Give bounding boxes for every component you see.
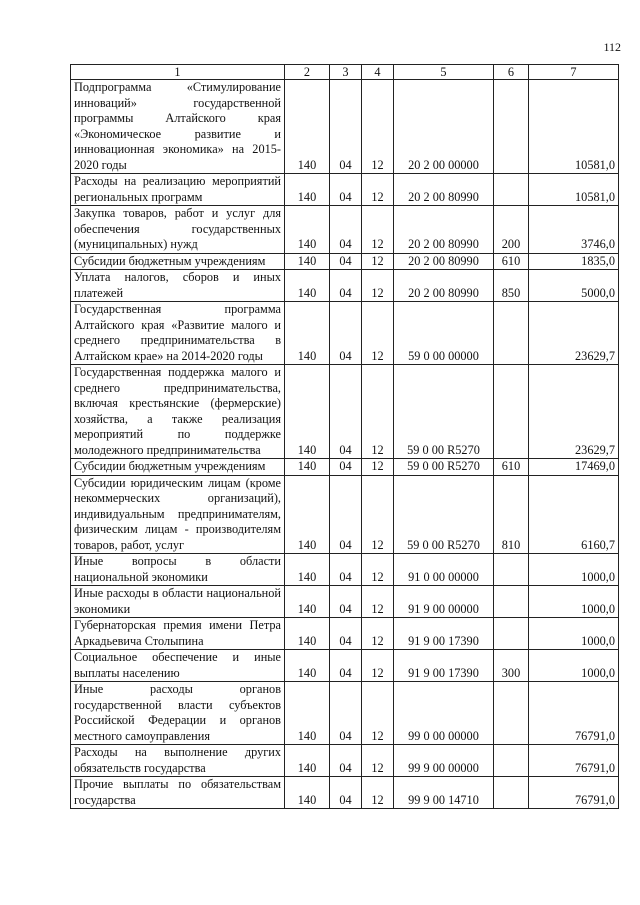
row-subsection: 12: [362, 745, 394, 777]
row-section: 04: [330, 206, 362, 254]
row-subsection: 12: [362, 650, 394, 682]
row-expense-type: 610: [494, 253, 529, 270]
row-target-article: 59 0 00 R5270: [394, 459, 494, 476]
row-code-ministry: 140: [285, 618, 330, 650]
row-target-article: 91 9 00 00000: [394, 586, 494, 618]
row-expense-type: 200: [494, 206, 529, 254]
row-target-article: 91 0 00 00000: [394, 554, 494, 586]
row-amount: 6160,7: [529, 475, 619, 554]
row-expense-type: [494, 682, 529, 745]
row-code-ministry: 140: [285, 80, 330, 174]
page-number: 112: [603, 40, 621, 54]
table-row: [71, 365, 619, 459]
budget-table: [70, 64, 619, 809]
row-description: Государственная программа Алтайского края «Развитие малого и среднего предпринимательства в Алтайском крае» на 2014-2020 годы: [71, 302, 285, 365]
row-amount: 1835,0: [529, 253, 619, 270]
row-expense-type: [494, 174, 529, 206]
row-code-ministry: 140: [285, 745, 330, 777]
row-code-ministry: 140: [285, 302, 330, 365]
row-amount: 1000,0: [529, 618, 619, 650]
table-row: [71, 745, 619, 777]
row-subsection: 12: [362, 302, 394, 365]
row-description: Субсидии бюджетным учреждениям: [71, 253, 285, 270]
row-code-ministry: 140: [285, 475, 330, 554]
row-target-article: 59 0 00 R5270: [394, 365, 494, 459]
row-expense-type: [494, 745, 529, 777]
row-target-article: 20 2 00 80990: [394, 174, 494, 206]
row-subsection: 12: [362, 80, 394, 174]
row-code-ministry: 140: [285, 174, 330, 206]
column-header-5: 5: [394, 65, 494, 80]
row-section: 04: [330, 80, 362, 174]
table-row: [71, 650, 619, 682]
row-description: Субсидии бюджетным учреждениям: [71, 459, 285, 476]
row-target-article: 20 2 00 00000: [394, 80, 494, 174]
row-expense-type: [494, 586, 529, 618]
table-row: [71, 253, 619, 270]
row-amount: 17469,0: [529, 459, 619, 476]
row-description: Социальное обеспечение и иные выплаты населению: [71, 650, 285, 682]
row-amount: 76791,0: [529, 777, 619, 809]
row-target-article: 91 9 00 17390: [394, 618, 494, 650]
row-section: 04: [330, 365, 362, 459]
row-target-article: 20 2 00 80990: [394, 253, 494, 270]
row-amount: 3746,0: [529, 206, 619, 254]
row-description: Государственная поддержка малого и среднего предпринимательства, включая крестьянские (фермерские) хозяйства, а также реализация мероприятий по поддержке молодежного предпринимательства: [71, 365, 285, 459]
row-description: Иные расходы органов государственной власти субъектов Российской Федерации и органов местного самоуправления: [71, 682, 285, 745]
row-subsection: 12: [362, 206, 394, 254]
row-section: 04: [330, 777, 362, 809]
row-section: 04: [330, 682, 362, 745]
row-description: Уплата налогов, сборов и иных платежей: [71, 270, 285, 302]
row-amount: 10581,0: [529, 80, 619, 174]
row-description: Иные расходы в области национальной экономики: [71, 586, 285, 618]
row-amount: 5000,0: [529, 270, 619, 302]
row-subsection: 12: [362, 475, 394, 554]
column-header-2: 2: [285, 65, 330, 80]
row-subsection: 12: [362, 253, 394, 270]
column-header-6: 6: [494, 65, 529, 80]
row-section: 04: [330, 270, 362, 302]
row-description: Субсидии юридическим лицам (кроме некоммерческих организаций), индивидуальным предпринимателям, физическим лицам - производителям товаров, работ, услуг: [71, 475, 285, 554]
row-expense-type: [494, 80, 529, 174]
row-description: Подпрограмма «Стимулирование инноваций» государственной программы Алтайского края «Экономическое развитие и инновационная экономика» на 2015-2020 годы: [71, 80, 285, 174]
row-expense-type: 810: [494, 475, 529, 554]
row-section: 04: [330, 174, 362, 206]
table-row: [71, 206, 619, 254]
row-section: 04: [330, 302, 362, 365]
row-section: 04: [330, 253, 362, 270]
table-row: [71, 475, 619, 554]
row-description: Закупка товаров, работ и услуг для обеспечения государственных (муниципальных) нужд: [71, 206, 285, 254]
row-target-article: 59 0 00 00000: [394, 302, 494, 365]
row-code-ministry: 140: [285, 554, 330, 586]
row-code-ministry: 140: [285, 206, 330, 254]
row-subsection: 12: [362, 459, 394, 476]
row-code-ministry: 140: [285, 253, 330, 270]
row-expense-type: [494, 554, 529, 586]
row-target-article: 99 9 00 00000: [394, 745, 494, 777]
column-header-4: 4: [362, 65, 394, 80]
column-header-7: 7: [529, 65, 619, 80]
row-code-ministry: 140: [285, 650, 330, 682]
row-target-article: 99 0 00 00000: [394, 682, 494, 745]
row-subsection: 12: [362, 777, 394, 809]
row-target-article: 20 2 00 80990: [394, 270, 494, 302]
row-subsection: 12: [362, 365, 394, 459]
row-amount: 23629,7: [529, 302, 619, 365]
row-subsection: 12: [362, 618, 394, 650]
row-amount: 1000,0: [529, 650, 619, 682]
row-subsection: 12: [362, 586, 394, 618]
row-section: 04: [330, 618, 362, 650]
row-amount: 10581,0: [529, 174, 619, 206]
row-section: 04: [330, 459, 362, 476]
row-code-ministry: 140: [285, 777, 330, 809]
table-row: [71, 302, 619, 365]
row-description: Губернаторская премия имени Петра Аркадьевича Столыпина: [71, 618, 285, 650]
row-expense-type: 300: [494, 650, 529, 682]
row-code-ministry: 140: [285, 459, 330, 476]
row-amount: 1000,0: [529, 586, 619, 618]
row-description: Иные вопросы в области национальной экономики: [71, 554, 285, 586]
row-expense-type: [494, 302, 529, 365]
table-row: [71, 777, 619, 809]
row-description: Расходы на выполнение других обязательств государства: [71, 745, 285, 777]
row-amount: 76791,0: [529, 745, 619, 777]
row-code-ministry: 140: [285, 682, 330, 745]
row-target-article: 91 9 00 17390: [394, 650, 494, 682]
header-row: [71, 65, 619, 80]
row-description: Расходы на реализацию мероприятий региональных программ: [71, 174, 285, 206]
row-expense-type: 610: [494, 459, 529, 476]
table-row: [71, 270, 619, 302]
row-subsection: 12: [362, 174, 394, 206]
row-target-article: 59 0 00 R5270: [394, 475, 494, 554]
row-expense-type: [494, 618, 529, 650]
row-target-article: 99 9 00 14710: [394, 777, 494, 809]
table-row: [71, 80, 619, 174]
row-section: 04: [330, 650, 362, 682]
row-section: 04: [330, 554, 362, 586]
table-row: [71, 586, 619, 618]
table-body: [71, 80, 619, 809]
table-row: [71, 459, 619, 476]
table-row: [71, 554, 619, 586]
row-code-ministry: 140: [285, 365, 330, 459]
row-code-ministry: 140: [285, 586, 330, 618]
row-expense-type: [494, 365, 529, 459]
row-expense-type: [494, 777, 529, 809]
row-amount: 23629,7: [529, 365, 619, 459]
row-subsection: 12: [362, 554, 394, 586]
row-section: 04: [330, 745, 362, 777]
row-section: 04: [330, 586, 362, 618]
row-subsection: 12: [362, 682, 394, 745]
row-expense-type: 850: [494, 270, 529, 302]
row-target-article: 20 2 00 80990: [394, 206, 494, 254]
row-code-ministry: 140: [285, 270, 330, 302]
table-row: [71, 682, 619, 745]
row-description: Прочие выплаты по обязательствам государства: [71, 777, 285, 809]
table-row: [71, 174, 619, 206]
column-header-1: 1: [71, 65, 285, 80]
row-amount: 76791,0: [529, 682, 619, 745]
table-row: [71, 618, 619, 650]
column-header-3: 3: [330, 65, 362, 80]
row-amount: 1000,0: [529, 554, 619, 586]
row-subsection: 12: [362, 270, 394, 302]
row-section: 04: [330, 475, 362, 554]
